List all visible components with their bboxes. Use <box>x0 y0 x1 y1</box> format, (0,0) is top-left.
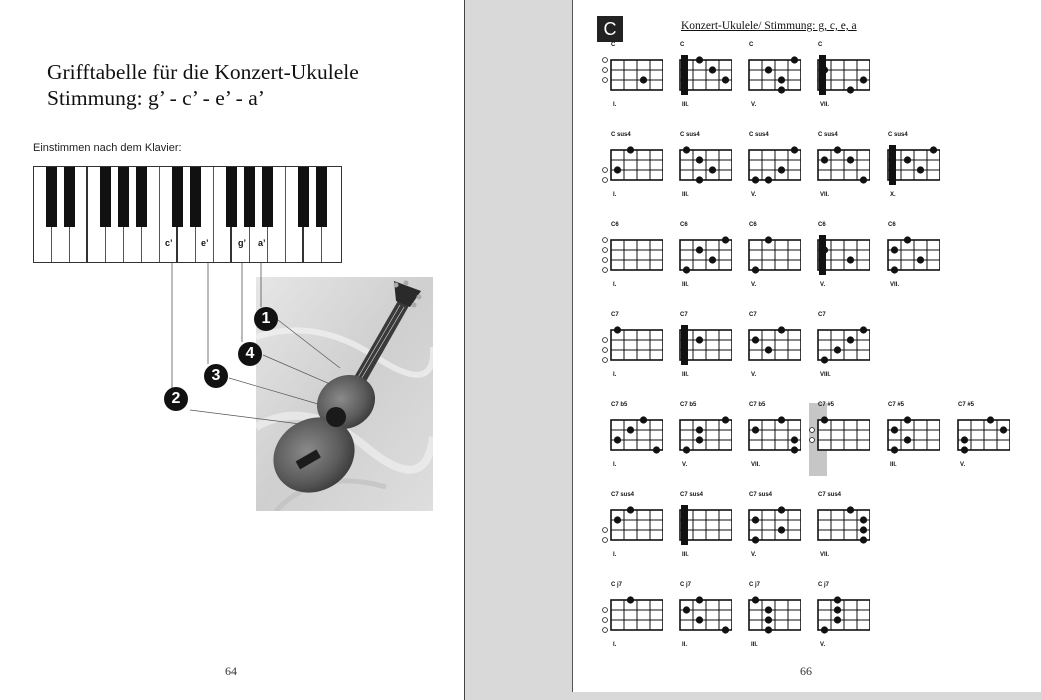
fret-position: I. <box>613 192 617 198</box>
chord-name: C <box>818 42 823 48</box>
finger-dot <box>683 266 690 273</box>
fretboard-grid <box>806 502 870 550</box>
finger-dot <box>834 606 841 613</box>
finger-dot <box>821 626 828 633</box>
chord-diagram <box>668 402 732 474</box>
finger-dot <box>683 446 690 453</box>
chord-diagram <box>806 582 870 654</box>
finger-dot <box>752 336 759 343</box>
open-string-marker <box>603 618 608 623</box>
finger-dot <box>696 426 703 433</box>
chord-diagram <box>737 402 801 474</box>
finger-dot <box>891 266 898 273</box>
chord-name: C7 #5 <box>888 402 905 408</box>
finger-dot <box>765 346 772 353</box>
chord-name: C7 b5 <box>749 402 766 408</box>
open-string-marker <box>603 628 608 633</box>
open-string-marker <box>810 438 815 443</box>
fret-position: X. <box>890 192 896 198</box>
chord-name: C7 <box>818 312 826 318</box>
finger-dot <box>765 626 772 633</box>
page-number: 64 <box>225 664 237 678</box>
fretboard-grid <box>668 142 732 190</box>
fret-position: II. <box>682 642 688 648</box>
open-string-marker <box>603 258 608 263</box>
open-string-marker <box>810 428 815 433</box>
fretboard-grid <box>737 502 801 550</box>
finger-dot <box>778 86 785 93</box>
fretboard-grid <box>599 502 663 550</box>
finger-dot <box>847 506 854 513</box>
finger-dot <box>709 66 716 73</box>
chord-diagram <box>668 312 732 384</box>
fretboard-grid <box>946 412 1010 460</box>
chord-diagram <box>737 582 801 654</box>
finger-dot <box>696 156 703 163</box>
finger-dot <box>627 146 634 153</box>
barre-bar <box>681 325 688 365</box>
fretboard-grid <box>668 232 732 280</box>
finger-dot <box>683 606 690 613</box>
fret-position: V. <box>751 372 757 378</box>
chord-diagram <box>599 312 663 384</box>
fret-position: III. <box>682 552 689 558</box>
finger-dot <box>696 246 703 253</box>
tuning-subtitle: Stimmung: g’ - c’ - e’ - a’ <box>47 86 265 110</box>
chord-name: C <box>680 42 685 48</box>
chord-name: C7 b5 <box>680 402 697 408</box>
finger-dot <box>752 426 759 433</box>
open-string-marker <box>603 178 608 183</box>
open-string-marker <box>603 338 608 343</box>
fret-position: I. <box>613 462 617 468</box>
chord-diagram <box>737 222 801 294</box>
fret-position: I. <box>613 372 617 378</box>
open-string-marker <box>603 248 608 253</box>
string-number-2: 2 <box>164 387 188 411</box>
fret-position: I. <box>613 552 617 558</box>
chord-name: C <box>611 42 616 48</box>
fret-position: VII. <box>820 552 830 558</box>
fret-position: V. <box>751 192 757 198</box>
finger-dot <box>696 596 703 603</box>
chord-name: C7 sus4 <box>818 492 842 498</box>
finger-dot <box>765 616 772 623</box>
fretboard-grid <box>876 412 940 460</box>
finger-dot <box>696 336 703 343</box>
open-string-marker <box>603 68 608 73</box>
chord-name: C7 b5 <box>611 402 628 408</box>
chord-diagram <box>737 492 801 564</box>
fretboard-grid <box>668 592 732 640</box>
fretboard-grid <box>806 142 870 190</box>
finger-dot <box>778 326 785 333</box>
finger-dot <box>627 426 634 433</box>
page-title: Grifftabelle für die Konzert-Ukulele <box>47 60 359 84</box>
fretboard-grid <box>599 232 663 280</box>
finger-dot <box>847 256 854 263</box>
chord-diagram <box>599 42 663 114</box>
chord-name: C j7 <box>818 582 830 588</box>
string-number-4: 4 <box>238 342 262 366</box>
chord-name: C6 <box>680 222 688 228</box>
finger-dot <box>834 146 841 153</box>
finger-dot <box>834 596 841 603</box>
barre-bar <box>819 235 826 275</box>
open-string-marker <box>603 538 608 543</box>
finger-dot <box>778 416 785 423</box>
fretboard-grid <box>599 52 663 100</box>
finger-dot <box>930 146 937 153</box>
fret-position: VII. <box>890 282 900 288</box>
finger-dot <box>696 176 703 183</box>
fret-position: I. <box>613 102 617 108</box>
fret-position: V. <box>820 282 826 288</box>
barre-bar <box>681 505 688 545</box>
finger-dot <box>653 446 660 453</box>
finger-dot <box>860 526 867 533</box>
fretboard-grid <box>806 52 870 100</box>
finger-dot <box>752 596 759 603</box>
chord-name: C7 sus4 <box>749 492 773 498</box>
chord-name: C7 sus4 <box>611 492 635 498</box>
finger-dot <box>791 56 798 63</box>
chord-name: C6 <box>818 222 826 228</box>
finger-dot <box>791 446 798 453</box>
chord-diagram <box>599 402 663 474</box>
finger-dot <box>834 616 841 623</box>
open-string-marker <box>603 348 608 353</box>
fret-position: I. <box>613 642 617 648</box>
finger-dot <box>821 246 828 253</box>
barre-bar <box>819 55 826 95</box>
chord-diagram <box>599 492 663 564</box>
chord-diagram <box>668 132 732 204</box>
fretboard-grid <box>876 232 940 280</box>
fret-position: I. <box>613 282 617 288</box>
fret-position: V. <box>820 642 826 648</box>
fretboard-grid <box>737 322 801 370</box>
chord-diagram <box>946 402 1010 474</box>
chord-name: C7 <box>749 312 757 318</box>
finger-dot <box>752 266 759 273</box>
finger-dot <box>891 446 898 453</box>
key-label-g: g’ <box>238 238 246 248</box>
finger-dot <box>765 66 772 73</box>
finger-dot <box>904 156 911 163</box>
chord-diagram <box>737 42 801 114</box>
chord-name: C j7 <box>749 582 761 588</box>
fretboard-grid <box>876 142 940 190</box>
fret-position: III. <box>682 282 689 288</box>
fretboard-grid <box>668 412 732 460</box>
fretboard-grid <box>737 232 801 280</box>
finger-dot <box>821 416 828 423</box>
fret-position: VIII. <box>820 372 831 378</box>
open-string-marker <box>603 78 608 83</box>
chord-name: C7 <box>611 312 619 318</box>
fretboard-grid <box>806 232 870 280</box>
fret-position: VII. <box>751 462 761 468</box>
finger-dot <box>917 166 924 173</box>
chord-name: C j7 <box>680 582 692 588</box>
chord-name: C6 <box>888 222 896 228</box>
finger-dot <box>614 326 621 333</box>
finger-dot <box>891 246 898 253</box>
finger-dot <box>627 596 634 603</box>
open-string-marker <box>603 528 608 533</box>
fret-position: V. <box>751 282 757 288</box>
chord-diagram <box>737 132 801 204</box>
finger-dot <box>722 626 729 633</box>
finger-dot <box>752 536 759 543</box>
fretboard-grid <box>668 52 732 100</box>
chapter-badge: C <box>597 16 623 42</box>
finger-dot <box>821 356 828 363</box>
finger-dot <box>640 416 647 423</box>
finger-dot <box>860 76 867 83</box>
finger-dot <box>709 166 716 173</box>
right-page <box>572 0 1041 692</box>
fretboard-grid <box>737 52 801 100</box>
fretboard-grid <box>806 592 870 640</box>
finger-dot <box>752 516 759 523</box>
open-string-marker <box>603 608 608 613</box>
chord-diagram <box>806 42 870 114</box>
finger-dot <box>961 446 968 453</box>
finger-dot <box>1000 426 1007 433</box>
chord-diagram <box>806 312 870 384</box>
chord-diagram <box>806 402 870 474</box>
left-page <box>0 0 465 700</box>
chord-name: C7 #5 <box>818 402 835 408</box>
chord-diagram <box>668 42 732 114</box>
fretboard-grid <box>599 322 663 370</box>
open-string-marker <box>603 238 608 243</box>
chord-diagram <box>668 492 732 564</box>
chord-name: C6 <box>749 222 757 228</box>
fretboard-grid <box>806 322 870 370</box>
finger-dot <box>683 146 690 153</box>
chord-diagram <box>599 132 663 204</box>
finger-dot <box>891 426 898 433</box>
finger-dot <box>614 166 621 173</box>
finger-dot <box>917 256 924 263</box>
finger-dot <box>821 156 828 163</box>
fret-position: III. <box>751 642 758 648</box>
open-string-marker <box>603 168 608 173</box>
finger-dot <box>847 336 854 343</box>
chord-name: C sus4 <box>680 132 700 138</box>
chord-name: C <box>749 42 754 48</box>
fretboard-grid <box>599 142 663 190</box>
finger-dot <box>614 436 621 443</box>
finger-dot <box>765 606 772 613</box>
piano-caption: Einstimmen nach dem Klavier: <box>33 142 182 154</box>
finger-dot <box>614 516 621 523</box>
fretboard-grid <box>806 412 870 460</box>
fret-position: V. <box>960 462 966 468</box>
barre-bar <box>681 55 688 95</box>
finger-dot <box>791 146 798 153</box>
page-number: 66 <box>800 664 812 678</box>
finger-dot <box>778 506 785 513</box>
chord-diagram <box>599 222 663 294</box>
string-number-3: 3 <box>204 364 228 388</box>
finger-dot <box>722 76 729 83</box>
fretboard-grid <box>668 502 732 550</box>
key-label-a: a’ <box>258 238 266 248</box>
fret-position: VII. <box>820 102 830 108</box>
key-label-c: c’ <box>165 238 173 248</box>
finger-dot <box>709 256 716 263</box>
chord-diagram <box>806 492 870 564</box>
chord-name: C sus4 <box>818 132 838 138</box>
finger-dot <box>847 156 854 163</box>
finger-dot <box>904 416 911 423</box>
fretboard-grid <box>599 592 663 640</box>
fret-position: VII. <box>820 192 830 198</box>
finger-dot <box>961 436 968 443</box>
fret-position: V. <box>751 102 757 108</box>
fretboard-grid <box>737 142 801 190</box>
chord-name: C sus4 <box>611 132 631 138</box>
fret-position: III. <box>682 192 689 198</box>
chord-name: C sus4 <box>749 132 769 138</box>
finger-dot <box>765 236 772 243</box>
chord-diagram <box>668 582 732 654</box>
chord-chart-title: Konzert-Ukulele/ Stimmung: g, c, e, a <box>681 20 857 32</box>
finger-dot <box>987 416 994 423</box>
chord-name: C6 <box>611 222 619 228</box>
chord-diagram <box>876 402 940 474</box>
finger-dot <box>847 86 854 93</box>
finger-dot <box>791 436 798 443</box>
finger-dot <box>696 616 703 623</box>
finger-dot <box>696 436 703 443</box>
finger-dot <box>778 76 785 83</box>
fretboard-grid <box>668 322 732 370</box>
open-string-marker <box>603 358 608 363</box>
finger-dot <box>860 516 867 523</box>
finger-dot <box>860 536 867 543</box>
finger-dot <box>860 176 867 183</box>
fret-position: V. <box>751 552 757 558</box>
finger-dot <box>722 416 729 423</box>
fretboard-grid <box>737 592 801 640</box>
string-number-1: 1 <box>254 307 278 331</box>
finger-dot <box>778 166 785 173</box>
finger-dot <box>904 236 911 243</box>
chord-diagram <box>876 222 940 294</box>
finger-dot <box>640 76 647 83</box>
chord-diagram <box>806 132 870 204</box>
chord-name: C sus4 <box>888 132 908 138</box>
fret-position: V. <box>682 462 688 468</box>
finger-dot <box>696 56 703 63</box>
fret-position: III. <box>890 462 897 468</box>
chord-name: C7 <box>680 312 688 318</box>
chord-name: C7 sus4 <box>680 492 704 498</box>
open-string-marker <box>603 58 608 63</box>
finger-dot <box>627 506 634 513</box>
finger-dot <box>778 526 785 533</box>
open-string-marker <box>603 268 608 273</box>
chord-diagram <box>737 312 801 384</box>
chord-diagram <box>806 222 870 294</box>
chord-name: C j7 <box>611 582 623 588</box>
finger-dot <box>752 176 759 183</box>
finger-dot <box>821 66 828 73</box>
chord-diagram <box>599 582 663 654</box>
finger-dot <box>765 176 772 183</box>
finger-dot <box>860 326 867 333</box>
finger-dot <box>904 436 911 443</box>
fretboard-grid <box>599 412 663 460</box>
chord-diagram <box>668 222 732 294</box>
finger-dot <box>722 236 729 243</box>
chord-name: C7 #5 <box>958 402 975 408</box>
chord-diagram <box>876 132 940 204</box>
key-label-e: e’ <box>201 238 209 248</box>
barre-bar <box>889 145 896 185</box>
fretboard-grid <box>737 412 801 460</box>
guide-lines <box>0 0 464 520</box>
fret-position: III. <box>682 372 689 378</box>
fret-position: III. <box>682 102 689 108</box>
finger-dot <box>834 346 841 353</box>
